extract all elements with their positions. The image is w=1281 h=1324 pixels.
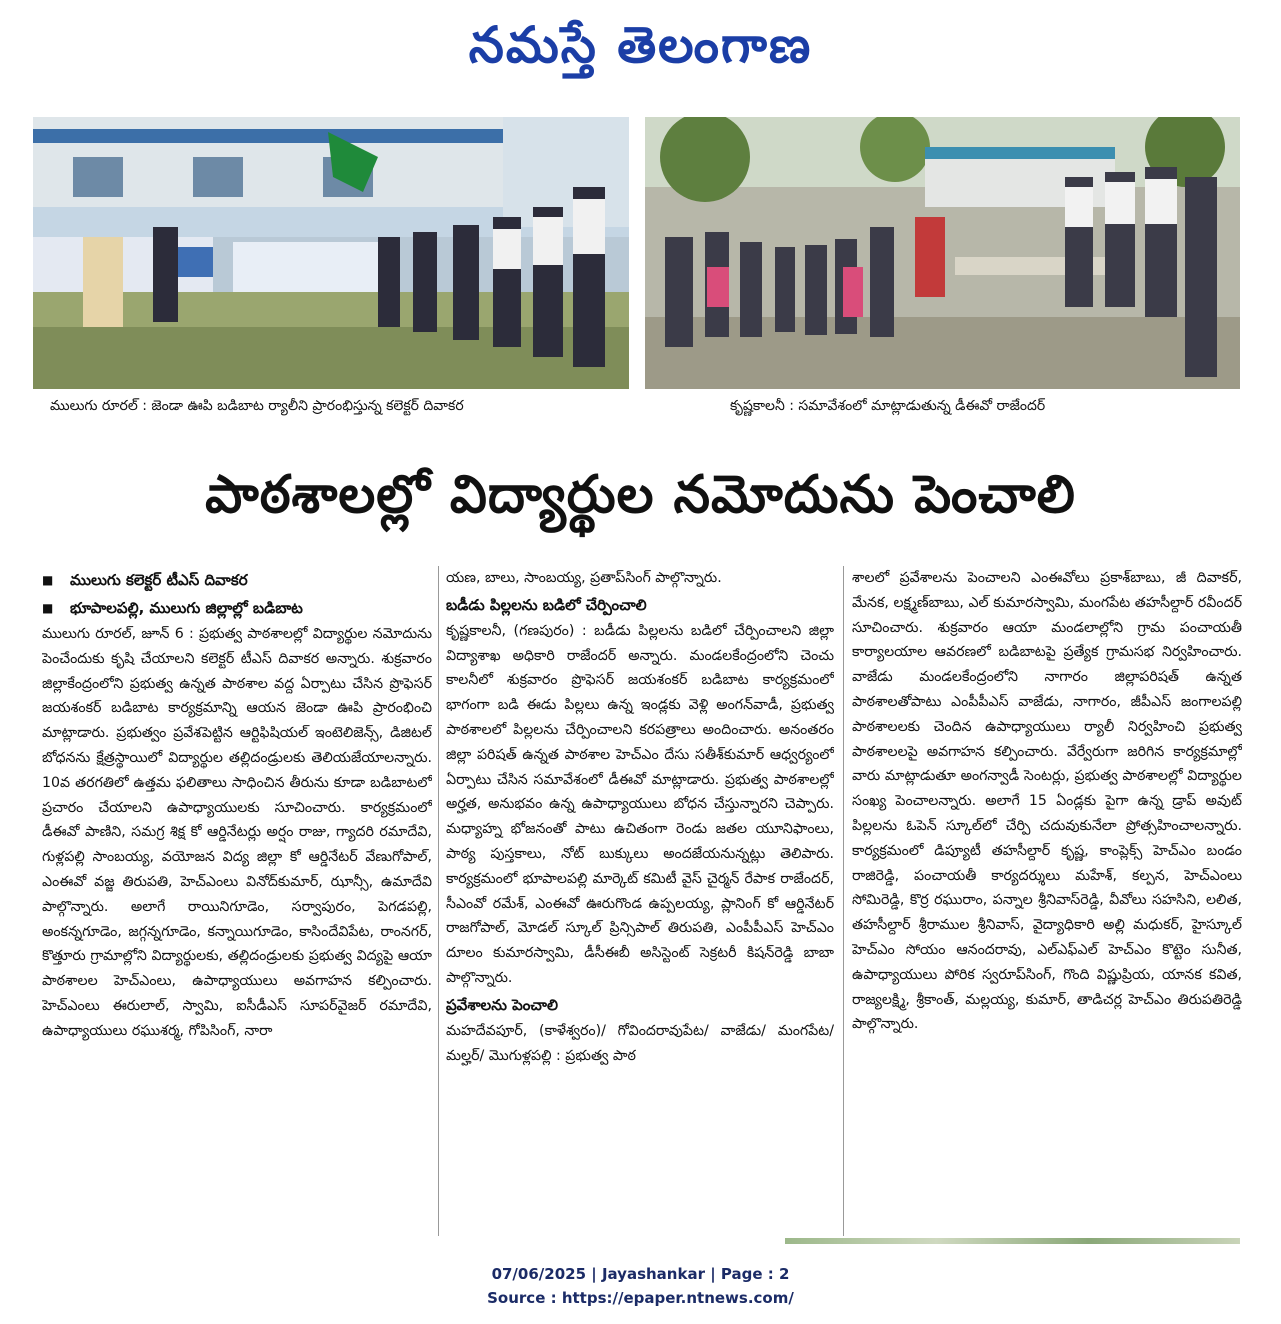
column-3-text: శాలలో ప్రవేశాలను పెంచాలని ఎంఈవోలు ప్రకాశ్‌బాబు, జీ దివాకర్, మేనక, లక్ష్మణ్‌బాబు, ఎల్ కుమారస్వామి, మంగపేట తహసీల్దార్ రవీందర్ సూచించారు. శుక్రవారం ఆయా మండలాల్లోని గ్రామ పంచాయతీ కార్యాలయాల ఆవరణలో బడిబాటపై ప్రత్యేక గ్రామసభ నిర్వహించారు. వాజేడు మండలకేంద్రంలోని నాగారం జిల్లాపరిషత్ ఉన్నత పాఠశాలతోపాటు ఎంపీపీఎస్ వాజేడు, నాగారం, జీపీఎస్ జంగాలపల్లి పాఠశాలలకు చెందిన ఉపాధ్యాయులు ర్యాలీ నిర్వహించి ప్రభుత్వ పాఠశాలలపై అవగాహన కల్పించారు. వేర్వేరుగా జరిగిన కార్యక్రమాల్లో వారు మాట్లాడుతూ అంగన్వాడీ సెంటర్లు, ప్రభుత్వ పాఠశాలల్లో విద్యార్థుల సంఖ్య పెంచాలన్నారు. అలాగే 15 ఏండ్లకు పైగా ఉన్న డ్రాప్ అవుట్ పిల్లలను ఓపెన్ స్కూల్‌లో చేర్పి చదువుకునేలా ప్రోత్సహించాలన్నారు. కార్యక్రమంలో డిప్యూటీ తహసీల్దార్ కృష్ణ, కాంప్లెక్స్ హెచ్ఎం బండం రాజిరెడ్డి, పంచాయతీ కార్యదర్శులు మహేశ్, కల్పన, హెచ్ఎంలు సోమిరెడ్డి, కొర్ర రఘురాం, పన్నాల శ్రీనివాస్‌రెడ్డి, వీవోలు సహసిని, లలిత, తహసీల్దార్ శ్రీరాముల శ్రీనివాస్, వైద్యాధికారి అల్లి మధుకర్, హైస్కూల్ హెచ్ఎం సోయం ఆనందరావు, ఎల్ఎఫ్ఎల్ హెచ్ఎం కొట్టెం సునీత, ఉపాధ్యాయులు పోరిక స్వరూప్‌సింగ్, గొంది విష్ణుప్రియ, యానక కవిత, రాజ్యలక్ష్మి, శ్రీకాంత్, మల్లయ్య, కుమార్, తాడిచర్ల హెచ్ఎం తిరుపతిరెడ్డి పాల్గొన్నారు. xyxy=(852,570,1242,1033)
caption-right: కృష్ణకాలనీ : సమావేశంలో మాట్లాడుతున్న డీఈవో రాజేందర్ xyxy=(730,398,1046,414)
photo-rally xyxy=(33,117,629,389)
masthead-title: నమస్తే తెలంగాణ xyxy=(468,16,813,74)
headline: పాఠశాలల్లో విద్యార్థుల నమోదును పెంచాలి xyxy=(205,465,1076,525)
column-2-text-c: మహదేవపూర్, (కాళేశ్వరం)/ గోవిందరావుపేట/ వాజేడు/ మంగపేట/ మల్హర్/ మొగుళ్లపల్లి : ప్రభుత్వ పాఠ xyxy=(446,1022,834,1064)
footer-date-edition: 07/06/2025 | Jayashankar | Page : 2 xyxy=(491,1265,790,1283)
bullet-point-2: ■ భూపాలపల్లి, ములుగు జిల్లాల్లో బడిబాట xyxy=(42,594,432,622)
article-column-2 xyxy=(446,566,834,1236)
footer-source-link[interactable]: Source : https://epaper.ntnews.com/ xyxy=(487,1289,794,1307)
column-2-text-b: కృష్ణకాలనీ, (గణపురం) : బడీడు పిల్లలను బడిలో చేర్పించాలని జిల్లా విద్యాశాఖ అధికారి రాజేందర్ అన్నారు. మండలకేంద్రంలోని చెంచు కాలనీలో శుక్రవారం ప్రొఫెసర్ జయశంకర్ బడిబాట కార్యక్రమంలో భాగంగా బడి ఈడు పిల్లలు ఉన్న ఇండ్లకు వెళ్లి అంగన్‌వాడీ, ప్రభుత్వ పాఠశాలలో పిల్లలను చేర్పించాలని కరపత్రాలు అందించారు. అనంతరం జిల్లా పరిషత్ ఉన్నత పాఠశాల హెచ్ఎం దేసు సతీశ్‌కుమార్ ఆధ్వర్యంలో ఏర్పాటు చేసిన సమావేశంలో డీఈవో మాట్లాడారు. ప్రభుత్వ పాఠశాలల్లో అర్హత, అనుభవం ఉన్న ఉపాధ్యాయులు బోధన చేస్తున్నారని చెప్పారు. మధ్యాహ్న భోజనంతో పాటు ఉచితంగా రెండు జతల యూనిఫాంలు, పాఠ్య పుస్తకాలు, నోట్ బుక్కులు అందజేయనున్నట్లు తెలిపారు. కార్యక్రమంలో భూపాలపల్లి మార్కెట్ కమిటీ వైస్ చైర్మన్ రేపాక రాజేందర్, సీఎంవో రమేశ్, ఎంఈవో ఊరుగొండ ఉప్పలయ్య, ప్లానింగ్ కో ఆర్డినేటర్ రాజగోపాల్, మోడల్ స్కూల్ ప్రిన్సిపాల్ తిరుపతి, ఎంపీపీఎస్ హెచ్ఎం దూలం కుమారస్వామి, డీసీఈబీ అసిస్టెంట్ సెక్రటరీ కిషన్‌రెడ్డి బాబా పాల్గొన్నారు. xyxy=(446,622,834,986)
subheading-2: ప్రవేశాలను పెంచాలి xyxy=(446,995,558,1014)
next-article-photo-strip xyxy=(785,1238,1240,1244)
subheading-1: బడీడు పిల్లలను బడిలో చేర్పించాలి xyxy=(446,595,647,614)
photo-meeting xyxy=(645,117,1240,389)
page-footer xyxy=(0,1262,1281,1310)
column-1-text: ములుగు రూరల్, జూన్ 6 : ప్రభుత్వ పాఠశాలల్లో విద్యార్థుల నమోదును పెంచేందుకు కృషి చేయాలని కలెక్టర్ టీఎస్ దివాకర అన్నారు. శుక్రవారం జిల్లాకేంద్రంలోని ప్రభుత్వ ఉన్నత పాఠశాల వద్ద ఏర్పాటు చేసిన ప్రొఫెసర్ జయశంకర్ బడిబాట కార్యక్రమాన్ని ఆయన జెండా ఊపి ప్రారంభించి మాట్లాడారు. ప్రభుత్వం ప్రవేశపెట్టిన ఆర్టిఫిషియల్ ఇంటెలిజెన్స్, డిజిటల్ బోధనను క్షేత్రస్థాయిలో విద్యార్థుల తల్లిదండ్రులకు తెలియజేయాలన్నారు. 10వ తరగతిలో ఉత్తమ ఫలితాలు సాధించిన తీరును కూడా బడిబాటలో ప్రచారం చేయాలని ఉపాధ్యాయులకు సూచించారు. కార్యక్రమంలో డీఈవో పాణిని, సమగ్ర శిక్ష కో ఆర్డినేటర్లు అర్షం రాజు, గ్యాదరి రమాదేవి, గుళ్లపల్లి సాంబయ్య, వయోజన విద్య జిల్లా కో ఆర్డినేటర్ వేణుగోపాల్, ఎంఈవో వజ్జ తిరుపతి, హెచ్ఎంలు వినోద్‌కుమార్, ఝాన్సీ, ఉమాదేవి పాల్గొన్నారు. అలాగే రాయినిగూడెం, సర్వాపురం, పెగడపల్లి, అంకన్నగూడెం, జగ్గన్నగూడెం, కన్నాయిగూడెం, కాసిందేవిపేట, రాంనగర్, కొత్తూరు గ్రామాల్లోని విద్యార్థులకు, తల్లిదండ్రులకు ప్రభుత్వ విద్యపై ఆయా పాఠశాలల హెచ్ఎంలు, ఉపాధ్యాయులు అవగాహన కల్పించారు. హెచ్ఎంలు ఈరులాల్, స్వామి, ఐసీడీఎస్ సూపర్‌వైజర్ రమాదేవి, ఉపాధ్యాయులు రఘుశర్మ, గోపిసింగ్, నారా xyxy=(42,626,432,1039)
column-divider-1 xyxy=(438,566,439,1236)
column-2-text-a: యణ, బాలు, సాంబయ్య, ప్రతాప్‌సింగ్ పాల్గొన్నారు. xyxy=(446,570,722,586)
bullet-point-1: ■ ములుగు కలెక్టర్ టీఎస్ దివాకర xyxy=(42,566,432,594)
article-column-1 xyxy=(42,566,432,1236)
caption-left: ములుగు రూరల్ : జెండా ఊపి బడిబాట ర్యాలీని ప్రారంభిస్తున్న కలెక్టర్ దివాకర xyxy=(50,398,464,414)
article-column-3 xyxy=(852,566,1242,1236)
column-divider-2 xyxy=(843,566,844,1236)
